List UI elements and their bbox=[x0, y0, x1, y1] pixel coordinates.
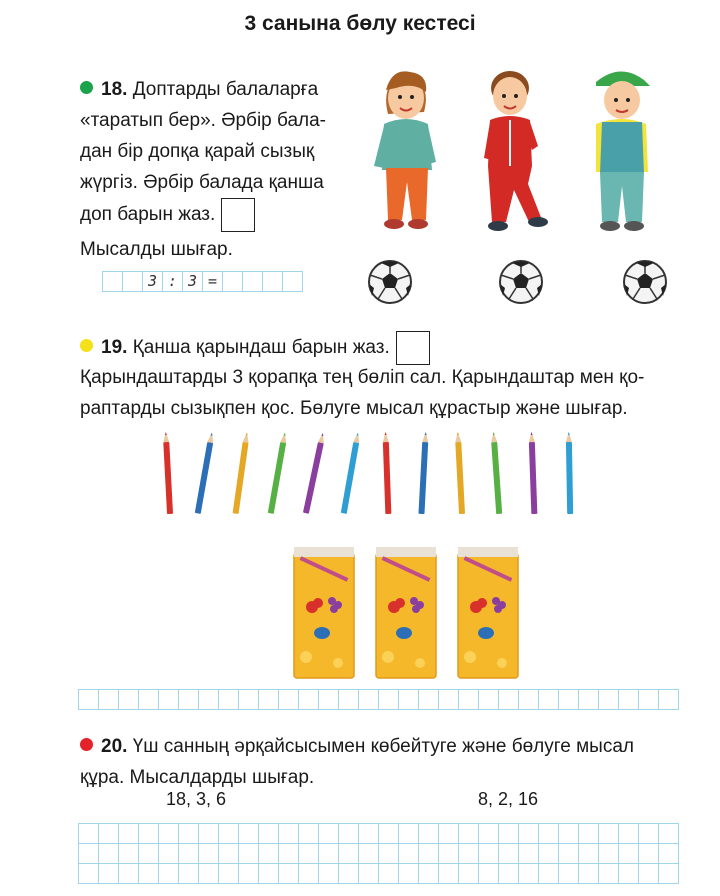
grid-cell[interactable] bbox=[259, 864, 279, 884]
equation-cell[interactable] bbox=[243, 272, 263, 292]
grid-cell[interactable] bbox=[519, 844, 539, 864]
task-19-line: раптарды сызықпен қос. Бөлуге мысал құрастыр және шығар. bbox=[80, 398, 628, 419]
grid-cell[interactable] bbox=[519, 864, 539, 884]
grid-cell[interactable] bbox=[559, 824, 579, 844]
grid-cell[interactable] bbox=[259, 824, 279, 844]
equation-cell: 3 bbox=[183, 272, 203, 292]
equation-cell: = bbox=[203, 272, 223, 292]
grid-cell[interactable] bbox=[639, 824, 659, 844]
grid-cell[interactable] bbox=[439, 844, 459, 864]
pencils-row bbox=[150, 430, 590, 525]
pencil-icon[interactable] bbox=[418, 432, 428, 514]
task-18-answer-box[interactable] bbox=[221, 198, 255, 232]
three-boys-illustration bbox=[370, 62, 680, 237]
grid-cell[interactable] bbox=[459, 864, 479, 884]
page-title: 3 санына бөлу кестесі bbox=[244, 12, 476, 35]
grid-cell[interactable] bbox=[639, 864, 659, 884]
pencil-box-icon[interactable] bbox=[376, 547, 436, 678]
grid-cell[interactable] bbox=[179, 824, 199, 844]
grid-cell[interactable] bbox=[379, 824, 399, 844]
grid-cell[interactable] bbox=[119, 690, 139, 710]
grid-cell[interactable] bbox=[239, 690, 259, 710]
grid-cell[interactable] bbox=[139, 824, 159, 844]
task-20-text bbox=[80, 731, 690, 793]
task-20-line: құра. Мысалдарды шығар. bbox=[80, 767, 315, 788]
grid-cell[interactable] bbox=[359, 844, 379, 864]
equation-cell[interactable] bbox=[223, 272, 243, 292]
grid-cell[interactable] bbox=[359, 690, 379, 710]
equation-cell[interactable] bbox=[263, 272, 283, 292]
grid-cell[interactable] bbox=[439, 824, 459, 844]
grid-cell[interactable] bbox=[479, 690, 499, 710]
grid-cell[interactable] bbox=[239, 844, 259, 864]
grid-cell[interactable] bbox=[239, 864, 259, 884]
soccer-ball-icon bbox=[497, 258, 545, 306]
pencil-icon[interactable] bbox=[341, 432, 361, 514]
grid-cell[interactable] bbox=[99, 690, 119, 710]
grid-cell[interactable] bbox=[299, 864, 319, 884]
grid-cell[interactable] bbox=[659, 690, 679, 710]
grid-cell[interactable] bbox=[199, 864, 219, 884]
grid-cell[interactable] bbox=[319, 844, 339, 864]
task-18-text bbox=[80, 74, 350, 265]
pencil-boxes bbox=[288, 545, 528, 680]
task-18-line: дан бір допқа қарай сызық bbox=[80, 141, 315, 162]
grid-cell[interactable] bbox=[219, 690, 239, 710]
grid-cell[interactable] bbox=[659, 864, 679, 884]
grid-cell[interactable] bbox=[459, 690, 479, 710]
grid-cell[interactable] bbox=[579, 824, 599, 844]
grid-cell[interactable] bbox=[179, 844, 199, 864]
grid-cell[interactable] bbox=[119, 864, 139, 884]
grid-cell[interactable] bbox=[439, 690, 459, 710]
grid-cell[interactable] bbox=[179, 690, 199, 710]
grid-cell[interactable] bbox=[219, 844, 239, 864]
green-dot-icon bbox=[80, 81, 93, 94]
grid-cell[interactable] bbox=[499, 864, 519, 884]
grid-cell[interactable] bbox=[479, 844, 499, 864]
grid-cell[interactable] bbox=[419, 824, 439, 844]
pencil-icon[interactable] bbox=[268, 432, 288, 514]
grid-cell[interactable] bbox=[559, 690, 579, 710]
grid-cell[interactable] bbox=[399, 864, 419, 884]
grid-cell[interactable] bbox=[619, 864, 639, 884]
task-19-text bbox=[80, 362, 690, 424]
grid-cell[interactable] bbox=[159, 690, 179, 710]
grid-cell[interactable] bbox=[419, 844, 439, 864]
grid-cell[interactable] bbox=[139, 864, 159, 884]
grid-cell[interactable] bbox=[299, 690, 319, 710]
grid-cell[interactable] bbox=[119, 824, 139, 844]
yellow-dot-icon bbox=[80, 339, 93, 352]
task-18-line: доп барын жаз. bbox=[80, 204, 216, 226]
grid-cell[interactable] bbox=[299, 844, 319, 864]
grid-cell[interactable] bbox=[99, 844, 119, 864]
grid-cell[interactable] bbox=[399, 844, 419, 864]
task-19-answer-box[interactable] bbox=[396, 331, 430, 365]
grid-cell[interactable] bbox=[79, 844, 99, 864]
grid-cell[interactable] bbox=[339, 844, 359, 864]
grid-cell[interactable] bbox=[279, 844, 299, 864]
grid-cell[interactable] bbox=[339, 864, 359, 884]
grid-cell[interactable] bbox=[139, 690, 159, 710]
grid-cell[interactable] bbox=[199, 690, 219, 710]
grid-cell[interactable] bbox=[459, 844, 479, 864]
number-set-2: 8, 2, 16 bbox=[478, 789, 539, 809]
grid-cell[interactable] bbox=[559, 844, 579, 864]
grid-cell[interactable] bbox=[639, 844, 659, 864]
task-18-number: 18. bbox=[101, 79, 128, 100]
task-18-equation-cells[interactable] bbox=[102, 271, 303, 292]
grid-cell[interactable] bbox=[539, 844, 559, 864]
grid-cell[interactable] bbox=[619, 844, 639, 864]
pencil-box-icon[interactable] bbox=[458, 547, 518, 678]
grid-cell[interactable] bbox=[219, 864, 239, 884]
grid-cell[interactable] bbox=[399, 824, 419, 844]
grid-cell[interactable] bbox=[79, 824, 99, 844]
grid-cell[interactable] bbox=[359, 864, 379, 884]
task-18-line: жүргіз. Әрбір балада қанша bbox=[80, 172, 324, 193]
boy-2 bbox=[484, 71, 548, 231]
grid-cell[interactable] bbox=[599, 824, 619, 844]
grid-cell[interactable] bbox=[619, 824, 639, 844]
grid-cell[interactable] bbox=[519, 824, 539, 844]
grid-cell[interactable] bbox=[519, 690, 539, 710]
task-20-number: 20. bbox=[101, 736, 128, 757]
grid-cell[interactable] bbox=[539, 864, 559, 884]
grid-cell[interactable] bbox=[599, 690, 619, 710]
grid-cell[interactable] bbox=[559, 864, 579, 884]
grid-cell[interactable] bbox=[139, 844, 159, 864]
grid-cell[interactable] bbox=[279, 864, 299, 884]
task-18-line: Доптарды балаларға bbox=[132, 79, 319, 100]
task-19-line: Қарындаштарды 3 қорапқа тең бөліп сал. Қарындаштар мен қо- bbox=[80, 367, 645, 388]
grid-cell[interactable] bbox=[419, 690, 439, 710]
grid-cell[interactable] bbox=[359, 824, 379, 844]
equation-cell[interactable] bbox=[283, 272, 303, 292]
grid-cell[interactable] bbox=[599, 844, 619, 864]
grid-cell[interactable] bbox=[79, 864, 99, 884]
grid-cell[interactable] bbox=[659, 824, 679, 844]
grid-cell[interactable] bbox=[639, 690, 659, 710]
grid-cell[interactable] bbox=[339, 824, 359, 844]
equation-cell[interactable] bbox=[123, 272, 143, 292]
boy-1 bbox=[374, 71, 436, 229]
grid-cell[interactable] bbox=[79, 690, 99, 710]
grid-cell[interactable] bbox=[499, 824, 519, 844]
grid-cell[interactable] bbox=[599, 864, 619, 884]
task-20-answer-grid[interactable] bbox=[78, 823, 679, 884]
grid-cell[interactable] bbox=[159, 824, 179, 844]
grid-cell[interactable] bbox=[199, 844, 219, 864]
task-18-instruction: Мысалды шығар. bbox=[80, 239, 233, 260]
pencil-icon[interactable] bbox=[163, 432, 173, 514]
grid-cell[interactable] bbox=[179, 864, 199, 884]
pencil-box-icon[interactable] bbox=[294, 547, 354, 678]
equation-cell: : bbox=[163, 272, 183, 292]
grid-cell[interactable] bbox=[159, 844, 179, 864]
grid-cell[interactable] bbox=[219, 824, 239, 844]
task-19-number: 19. bbox=[101, 337, 128, 359]
equation-cell[interactable] bbox=[103, 272, 123, 292]
grid-cell[interactable] bbox=[299, 824, 319, 844]
pencil-icon[interactable] bbox=[303, 432, 326, 513]
grid-cell[interactable] bbox=[259, 844, 279, 864]
pencil-icon[interactable] bbox=[455, 432, 465, 514]
grid-cell[interactable] bbox=[319, 824, 339, 844]
red-dot-icon bbox=[80, 738, 93, 751]
grid-cell[interactable] bbox=[579, 844, 599, 864]
grid-cell[interactable] bbox=[319, 864, 339, 884]
pencil-icon[interactable] bbox=[491, 432, 503, 514]
pencil-icon[interactable] bbox=[383, 432, 392, 514]
grid-cell[interactable] bbox=[99, 824, 119, 844]
pencil-icon[interactable] bbox=[233, 432, 250, 514]
boy-3 bbox=[596, 71, 650, 231]
grid-cell[interactable] bbox=[119, 844, 139, 864]
pencil-icon[interactable] bbox=[529, 432, 538, 514]
task-18-line: «таратып бер». Әрбір бала- bbox=[80, 110, 326, 131]
grid-cell[interactable] bbox=[659, 844, 679, 864]
grid-cell[interactable] bbox=[239, 824, 259, 844]
grid-cell[interactable] bbox=[499, 690, 519, 710]
grid-cell[interactable] bbox=[619, 690, 639, 710]
number-set-1: 18, 3, 6 bbox=[166, 789, 227, 809]
pencil-icon[interactable] bbox=[195, 432, 215, 514]
pencil-icon[interactable] bbox=[566, 432, 573, 514]
grid-cell[interactable] bbox=[479, 864, 499, 884]
grid-cell[interactable] bbox=[99, 864, 119, 884]
grid-cell[interactable] bbox=[579, 864, 599, 884]
grid-cell[interactable] bbox=[379, 864, 399, 884]
grid-cell[interactable] bbox=[379, 844, 399, 864]
task-19-question-text: Қанша қарындаш барын жаз. bbox=[132, 337, 390, 359]
grid-cell[interactable] bbox=[379, 690, 399, 710]
grid-cell[interactable] bbox=[339, 690, 359, 710]
grid-cell[interactable] bbox=[259, 690, 279, 710]
grid-cell[interactable] bbox=[439, 864, 459, 884]
task-19-question bbox=[80, 331, 680, 365]
soccer-ball-icon bbox=[366, 258, 414, 306]
soccer-ball-icon bbox=[621, 258, 669, 306]
grid-cell[interactable] bbox=[459, 824, 479, 844]
equation-cell: 3 bbox=[143, 272, 163, 292]
grid-cell[interactable] bbox=[279, 690, 299, 710]
grid-cell[interactable] bbox=[319, 690, 339, 710]
grid-cell[interactable] bbox=[479, 824, 499, 844]
task-20-line: Үш санның әрқайсысымен көбейтуге және бөлуге мысал bbox=[132, 736, 634, 757]
grid-cell[interactable] bbox=[419, 864, 439, 884]
grid-cell[interactable] bbox=[499, 844, 519, 864]
grid-cell[interactable] bbox=[539, 690, 559, 710]
grid-cell[interactable] bbox=[199, 824, 219, 844]
grid-cell[interactable] bbox=[159, 864, 179, 884]
grid-cell[interactable] bbox=[539, 824, 559, 844]
grid-cell[interactable] bbox=[279, 824, 299, 844]
task-19-answer-row[interactable] bbox=[78, 689, 679, 710]
grid-cell[interactable] bbox=[399, 690, 419, 710]
grid-cell[interactable] bbox=[579, 690, 599, 710]
